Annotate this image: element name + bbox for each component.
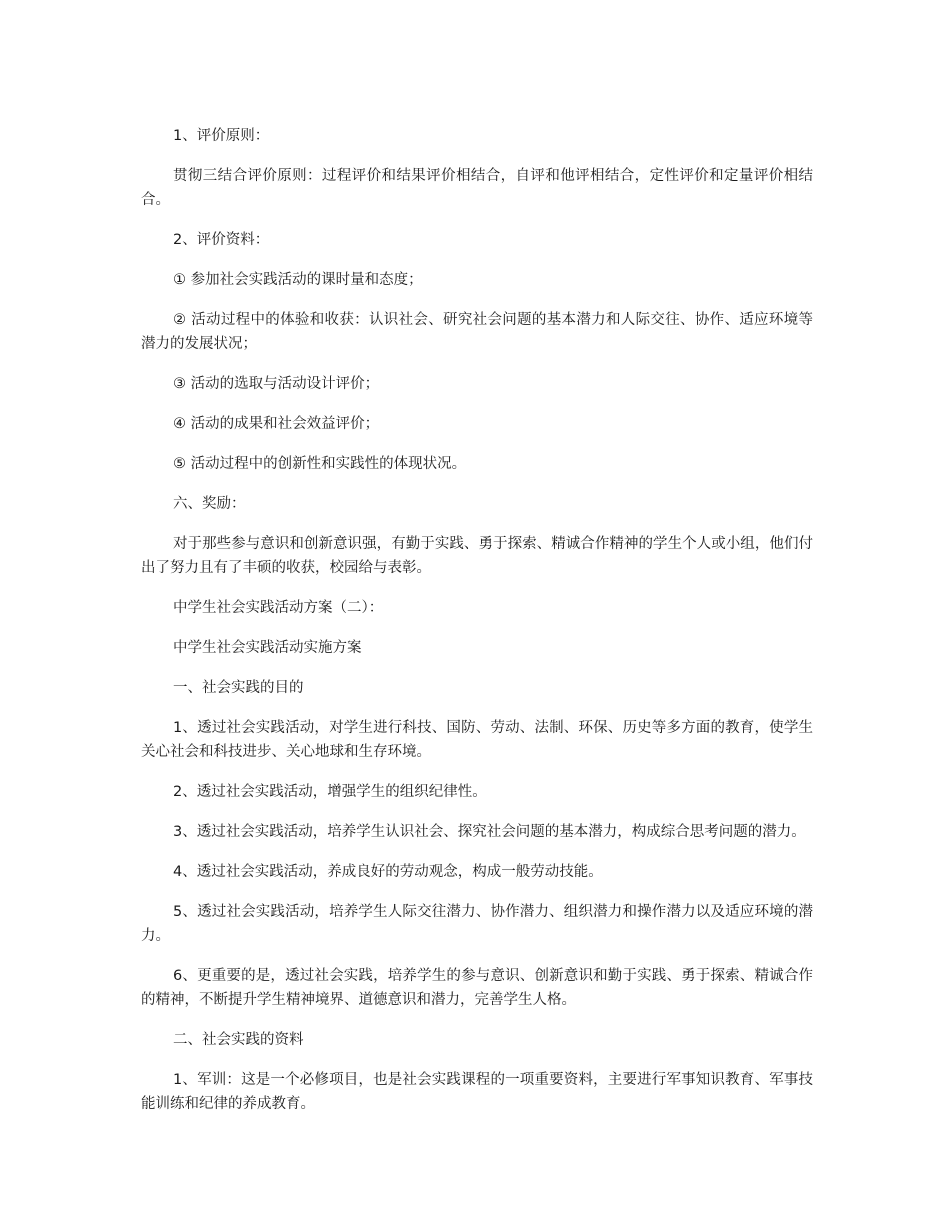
paragraph-content-heading: 二、社会实践的资料	[173, 1032, 304, 1048]
paragraph-rewards-heading: 六、奖励：	[173, 496, 246, 512]
paragraph-item-4: ④ 活动的成果和社会效益评价；	[173, 416, 380, 432]
paragraph-item-5: ⑤ 活动过程中的创新性和实践性的体现状况。	[173, 456, 467, 472]
paragraph-plan-two-title: 中学生社会实践活动方案（二）：	[173, 600, 384, 616]
paragraph-item-3: ③ 活动的选取与活动设计评价；	[173, 376, 380, 392]
paragraph-evaluation-principle-heading: 1、评价原则：	[173, 128, 270, 144]
paragraph-item-1: ① 参加社会实践活动的课时量和态度；	[173, 272, 423, 288]
paragraph-purpose-3: 3、透过社会实践活动，培养学生认识社会、探究社会问题的基本潜力，构成综合思考问题的潜力。	[173, 824, 806, 840]
document-body	[141, 124, 813, 1132]
paragraph-implementation-title: 中学生社会实践活动实施方案	[173, 640, 362, 656]
paragraph-evaluation-materials-heading: 2、评价资料：	[173, 232, 270, 248]
paragraph-purpose-5: 5、透过社会实践活动，培养学生人际交往潜力、协作潜力、组织潜力和操作潜力以及适应环境的潜力。	[141, 904, 813, 944]
paragraph-evaluation-principle: 贯彻三结合评价原则：过程评价和结果评价相结合，自评和他评相结合，定性评价和定量评价相结合。	[141, 168, 813, 208]
paragraph-purpose-heading: 一、社会实践的目的	[173, 680, 304, 696]
paragraph-rewards: 对于那些参与意识和创新意识强，有勤于实践、勇于探索、精诚合作精神的学生个人或小组，他们付出了努力且有了丰硕的收获，校园给与表彰。	[141, 536, 813, 576]
paragraph-purpose-2: 2、透过社会实践活动，增强学生的组织纪律性。	[173, 784, 487, 800]
paragraph-item-2: ② 活动过程中的体验和收获：认识社会、研究社会问题的基本潜力和人际交往、协作、适应环境等潜力的发展状况；	[141, 312, 813, 352]
paragraph-content-1: 1、军训：这是一个必修项目，也是社会实践课程的一项重要资料，主要进行军事知识教育、军事技能训练和纪律的养成教育。	[141, 1072, 813, 1112]
paragraph-purpose-1: 1、透过社会实践活动，对学生进行科技、国防、劳动、法制、环保、历史等多方面的教育，使学生关心社会和科技进步、关心地球和生存环境。	[141, 720, 813, 760]
paragraph-purpose-6: 6、更重要的是，透过社会实践，培养学生的参与意识、创新意识和勤于实践、勇于探索、精诚合作的精神，不断提升学生精神境界、道德意识和潜力，完善学生人格。	[141, 968, 813, 1008]
paragraph-purpose-4: 4、透过社会实践活动，养成良好的劳动观念，构成一般劳动技能。	[173, 864, 603, 880]
